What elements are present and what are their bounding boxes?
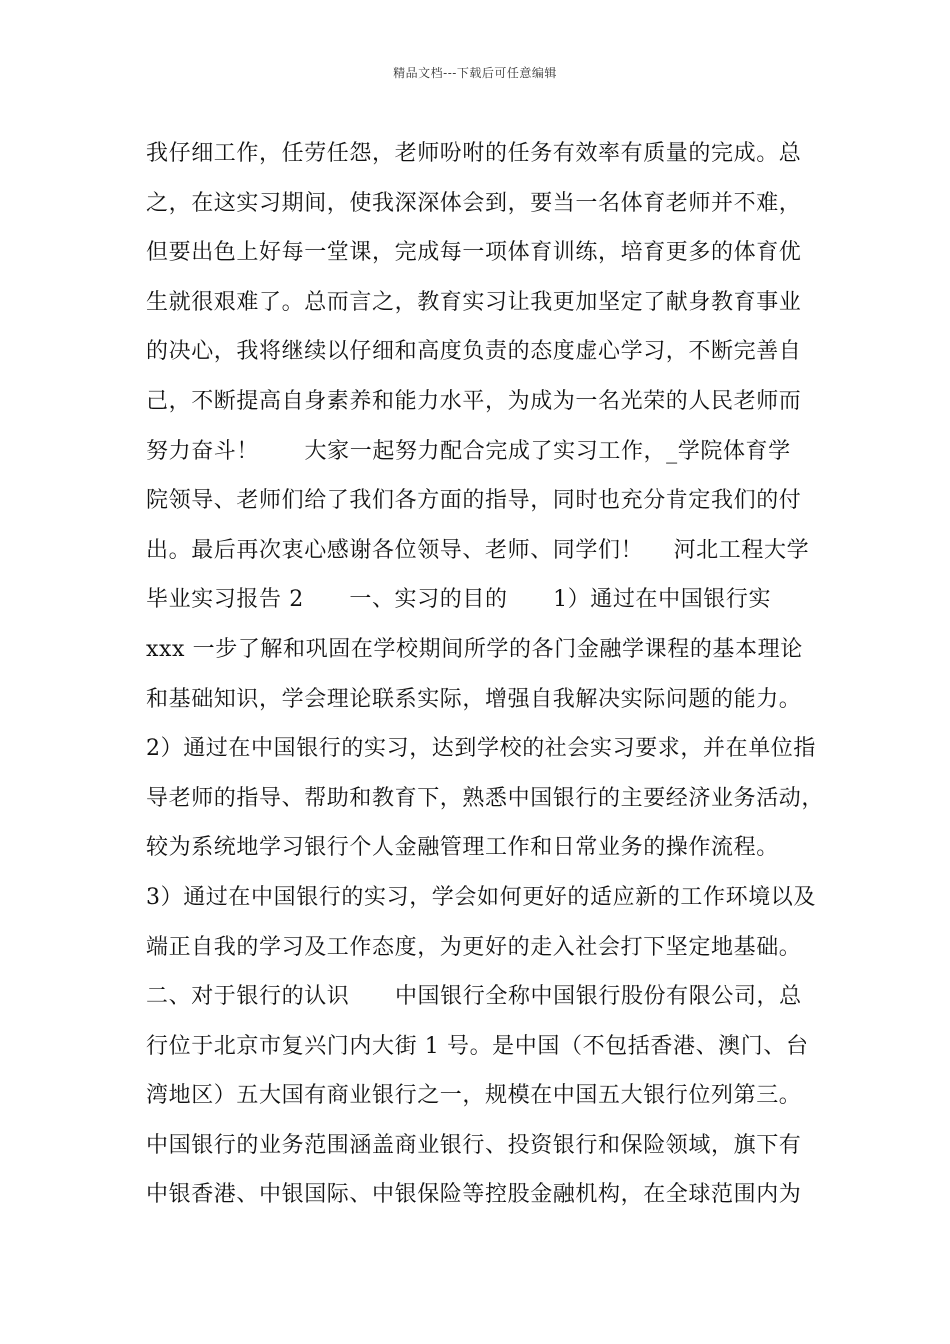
text-line: 院领导、老师们给了我们各方面的指导，同时也充分肯定我们的付: [146, 488, 802, 514]
text-line: 导老师的指导、帮助和教育下，熟悉中国银行的主要经济业务活动，: [146, 785, 825, 811]
text-line: 行位于北京市复兴门内大街 1 号。是中国（不包括香港、澳门、台: [146, 1033, 809, 1059]
text-line: 湾地区）五大国有商业银行之一，规模在中国五大银行位列第三。: [146, 1083, 802, 1109]
text-line: 生就很艰难了。总而言之，教育实习让我更加坚定了献身教育事业: [146, 289, 802, 315]
text-line: xxx 一步了解和巩固在学校期间所学的各门金融学课程的基本理论: [146, 636, 803, 662]
text-line: 较为系统地学习银行个人金融管理工作和日常业务的操作流程。: [146, 835, 779, 861]
document-body: [146, 134, 825, 1225]
text-line: 和基础知识，学会理论联系实际，增强自我解决实际问题的能力。: [146, 686, 802, 712]
page-header: 精品文档---下载后可任意编辑: [393, 66, 557, 80]
text-line: 中国银行的业务范围涵盖商业银行、投资银行和保险领域，旗下有: [146, 1132, 802, 1158]
text-line: 毕业实习报告 2 一、实习的目的 1）通过在中国银行实: [146, 587, 772, 613]
text-line: 2）通过在中国银行的实习，达到学校的社会实习要求，并在单位指: [146, 736, 816, 762]
text-line: 二、对于银行的认识 中国银行全称中国银行股份有限公司，总: [146, 984, 802, 1010]
text-line: 端正自我的学习及工作态度，为更好的走入社会打下坚定地基础。: [146, 934, 802, 960]
text-line: 中银香港、中银国际、中银保险等控股金融机构，在全球范围内为: [146, 1182, 802, 1208]
text-line: 己，不断提高自身素养和能力水平，为成为一名光荣的人民老师而: [146, 388, 802, 414]
text-line: 出。最后再次衷心感谢各位领导、老师、同学们！ 河北工程大学: [146, 537, 810, 563]
text-line: 的决心，我将继续以仔细和高度负责的态度虚心学习，不断完善自: [146, 339, 802, 365]
text-line: 3）通过在中国银行的实习，学会如何更好的适应新的工作环境以及: [146, 884, 816, 910]
text-line: 努力奋斗！ 大家一起努力配合完成了实习工作，_学院体育学: [146, 438, 791, 464]
text-line: 之，在这实习期间，使我深深体会到，要当一名体育老师并不难，: [146, 190, 802, 216]
text-line: 但要出色上好每一堂课，完成每一项体育训练，培育更多的体育优: [146, 240, 802, 266]
text-line: 我仔细工作，任劳任怨，老师吩咐的任务有效率有质量的完成。总: [146, 141, 802, 166]
